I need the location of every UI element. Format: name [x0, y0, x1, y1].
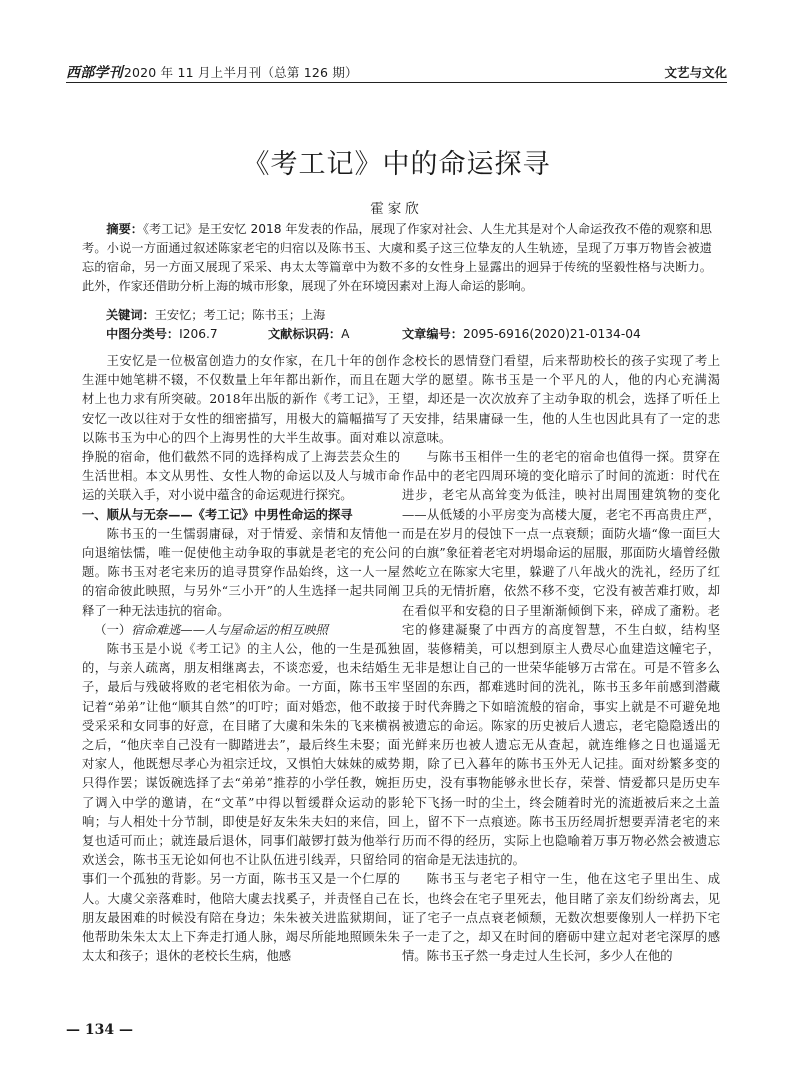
body-paragraph: 陈书玉是小说《考工记》的主人公，他的一生是孤独的，与亲人疏离，朋友相继离去，不谈恋爱，也未结婚生子，最后与残破将败的老宅相依为命。一方面，陈书玉牢记着“弟弟”让他“顺其自然”的叮咛；面对婚恋，他不敢接受采采和女同事的好意，在目睹了大虞和朱朱的飞来横祸之后，“他庆幸自己没有一脚踏进去”，最后终生未娶；面对家人，他既想尽孝心为祖宗迁坟，又惧怕大妹妹的威势只得作罢；谋饭碗选择了去“弟弟”推荐的小学任教，婉拒了调入中学的邀请，在“文革”中得以暂缓群众运动的影响；与人相处十分节制，即使是好友朱朱夫妇的来信，回复也适可而止；就连最后退休，同事们敲锣打鼓为他举行欢送会，陈书玉无论如何也不让队伍进引线弄，只留给同事们一个孤独的背影。另一方面，陈书玉又是一个仁厚的人。大虞父亲落难时，他陪大虞去找奚子，并责怪自己在朋友最困难的时候没有陪在身边；朱朱被关进监狱期间，他帮助朱朱太太上下奔走打通人脉，竭尽所能地照顾朱朱太太和孩子；退休的老校长生病，他感	[82, 642, 400, 964]
article-no-label: 文章编号：	[402, 327, 463, 341]
doc-code-value: A	[341, 327, 350, 341]
article-no-value: 2095-6916(2020)21-0134-04	[462, 327, 641, 341]
page-number: — 134 —	[66, 1022, 133, 1038]
abstract-text: 《考工记》是王安忆 2018 年发表的作品，展现了作家对社会、人生尤其是对个人命运孜孜不倦的观察和思考。小说一方面通过叙述陈家老宅的归宿以及陈书玉、大虞和奚子这三位挚友的人生轨迹，呈现了万事万物皆会被遗忘的宿命，另一方面又展现了采采、冉太太等篇章中为数不多的女性身上显露出的迥异于传统的坚毅性格与决断力。此外，作家还借助分析上海的城市形象，展现了外在环境因素对上海人命运的影响。	[82, 222, 712, 293]
header-divider	[66, 82, 727, 83]
subsection-number: （一）	[94, 622, 132, 637]
author-name: 霍家欣	[370, 201, 423, 217]
clc-label: 中图分类号：	[106, 327, 180, 341]
doc-code-label: 文献标识码：	[268, 327, 342, 341]
journal-name: 西部学刊	[66, 65, 123, 81]
section-heading: 一、顺从与无奈——《考工记》中男性命运的探寻	[82, 507, 353, 522]
subsection-heading	[82, 621, 400, 640]
body-paragraph: 与陈书玉相伴一生的老宅的宿命也值得一探。贯穿在作品中的老宅四周环境的变化暗示了时间的流逝：时代在进步，老宅从高耸变为低洼，映衬出周围建筑物的变化——从低矮的小平房变为高楼大厦，老宅不再高贵庄严，而是在岁月的侵蚀下一点一点衰颓；面防火墙“像一面巨大的白旗”象征着老宅对坍塌命运的屈服，那面防火墙曾经傲然屹立在陈家大宅里，躲避了八年战火的洗礼，经历了红卫兵的无情折磨，依然不移不变，它没有被苦难打败，却在看似平和安稳的日子里渐渐倾倒下来，碎成了齑粉。老宅的修建凝聚了中西方的高度智慧，不生白蚁，结构坚固，装修精美，可以想到原主人费尽心血建造这幢宅子，无非是想让自己的一世荣华能够万古常在。可是不管多么坚固的东西，都难逃时间的洗礼，陈书玉多年前感到潜藏于时代奔腾之下如暗流般的宿命，事实上就是不可避免地被遗忘的命运。陈家的历史被后人遗忘，老宅隐隐透出的光鲜来历也被人遗忘无从查起，就连维修之日也遥遥无期，除了已入暮年的陈书玉外无人记挂。面对纷繁多变的历史，没有事物能够永世长存，荣誉、情爱都只是历史车轮下飞扬一时的尘土，终会随着时光的流逝被后来之土盖上，留不下一点痕迹。陈书玉历经周折想要弄清老宅的来历而不得的经历，实际上也隐喻着万事万物必然会被遗忘的宿命是无法违抗的。	[402, 450, 720, 868]
subsection-title: 宿命难逃——人与屋命运的相互映照	[131, 622, 328, 637]
body-paragraph: 王安忆是一位极富创造力的女作家，在几十年的创作生涯中她笔耕不辍，不仅数量上年年都出新作，而且在题材上也力求有所突破。2018年出版的新作《考工记》，王安忆一改以往对于女性的细密描写，用极大的篇幅描写了以陈书玉为中心的四个上海男性的大半生故事。面对难以挣脱的宿命，他们截然不同的选择构成了上海芸芸众生的生活世相。本文从男性、女性人物的命运以及人与城市命运的关联入手，对小说中蕴含的命运观进行探究。	[82, 354, 400, 503]
abstract-label: 摘要：	[106, 222, 143, 236]
body-paragraph: 念校长的恩情登门看望，后来帮助校长的孩子实现了考上大学的愿望。陈书玉是一个平凡的人，他的内心充满渴望，却还是一次次放弃了主动争取的机会，选择了听任上天安排，结果庸碌一生，他的人生也因此具有了一定的悲凉意味。	[402, 354, 720, 445]
right-column	[402, 352, 720, 967]
section-name: 文艺与文化	[664, 65, 727, 80]
body-paragraph: 陈书玉与老宅子相守一生，他在这宅子里出生、成长，也终会在宅子里死去，他目睹了亲友们纷纷离去，见证了宅子一点点衰老倾颓，无数次想要像别人一样扔下宅子一走了之，却又在时间的磨砺中建立起对老宅深厚的感情。陈书玉孑然一身走过人生长河，多少人在他的	[402, 872, 720, 964]
left-column	[82, 352, 400, 967]
running-header	[66, 58, 727, 82]
abstract	[82, 220, 712, 296]
issue-info: 2020 年 11 月上半月刊（总第 126 期）	[123, 65, 358, 80]
keywords-text: 王安忆；考工记；陈书玉；上海	[154, 308, 326, 322]
keywords	[106, 306, 325, 323]
body-paragraph: 陈书玉的一生懦弱庸碌，对于情爱、亲情和友情他一向退缩怯懦，唯一促使他主动争取的事就是老宅的充公问题。陈书玉对老宅来历的追寻贯穿作品始终，这一人一屋的宿命彼此映照，与另外“三小开”的人生选择一起共同阐释了一种无法违抗的宿命。	[82, 526, 400, 618]
header-issue-line	[66, 62, 358, 82]
article-title: 《考工记》中的命运探寻	[242, 149, 551, 180]
clc-value: I206.7	[179, 327, 218, 341]
keywords-label: 关键词：	[106, 308, 155, 322]
